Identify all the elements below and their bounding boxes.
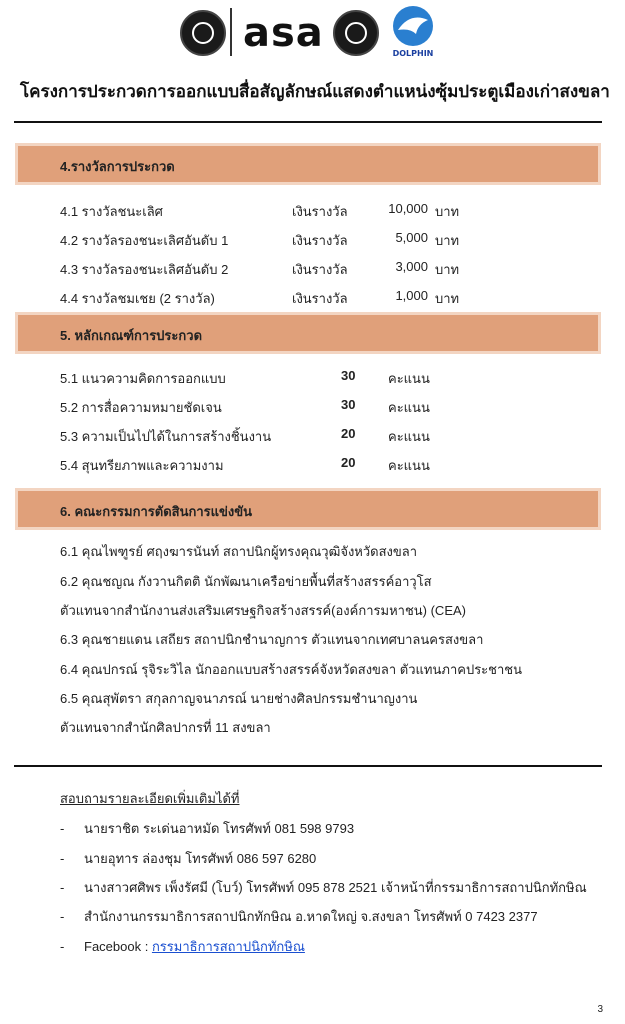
bullet-dash: - xyxy=(60,821,65,836)
bullet-dash: - xyxy=(60,851,65,866)
contact-text: นายราชิต ระเด่นอาหมัด โทรศัพท์ 081 598 9793 xyxy=(84,821,355,836)
criteria-label: 5.1 แนวความคิดการออกแบบ xyxy=(60,371,226,386)
contact-item xyxy=(60,848,316,869)
criteria-score: 20 xyxy=(341,455,356,470)
asa-logo: asa xyxy=(243,10,324,56)
document-title: โครงการประกวดการออกแบบสื่อสัญลักษณ์แสดงตำแหน่งซุ้มประตูเมืองเก่าสงขลา xyxy=(20,82,610,101)
facebook-label: Facebook : xyxy=(84,939,152,954)
criteria-unit: คะแนน xyxy=(388,458,430,473)
page-number: 3 xyxy=(597,1004,603,1015)
committee-line: 6.1 คุณไพฑูรย์ ศฤงฆารนันท์ สถาปนิกผู้ทรงคุณวุฒิจังหวัดสงขลา xyxy=(60,544,418,559)
contact-text: สำนักงานกรรมาธิการสถาปนิกทักษิณ อ.หาดใหญ่ จ.สงขลา โทรศัพท์ 0 7423 2377 xyxy=(84,909,538,924)
criteria-unit: คะแนน xyxy=(388,429,430,444)
prize-label: 4.4 รางวัลชมเชย (2 รางวัล) xyxy=(60,291,215,306)
section-6-heading: 6. คณะกรรมการตัดสินการแข่งขัน xyxy=(18,491,598,527)
dolphin-logo-text: DOLPHIN xyxy=(392,49,434,58)
criteria-score: 30 xyxy=(341,397,356,412)
contact-text: นายอุทาร ล่องชุม โทรศัพท์ 086 597 6280 xyxy=(84,851,317,866)
contact-item xyxy=(60,818,354,839)
committee-line: 6.3 คุณชายแดน เสถียร สถาปนิกชำนาญการ ตัวแทนจากเทศบาลนครสงขลา xyxy=(60,632,484,647)
committee-line: 6.5 คุณสุพัตรา สกุลกาญจนาภรณ์ นายช่างศิลปกรรมชำนาญงาน xyxy=(60,691,418,706)
criteria-unit: คะแนน xyxy=(388,371,430,386)
prize-amount: 3,000 xyxy=(395,259,428,274)
prize-amount: 5,000 xyxy=(395,230,428,245)
university-seal-logo xyxy=(180,10,226,56)
section-4-heading: 4.รางวัลการประกวด xyxy=(18,146,598,182)
section-5-heading: 5. หลักเกณฑ์การประกวด xyxy=(18,315,598,351)
contact-item-facebook xyxy=(60,936,305,957)
bullet-dash: - xyxy=(60,909,65,924)
criteria-unit: คะแนน xyxy=(388,400,430,415)
bullet-dash: - xyxy=(60,939,65,954)
prize-caption: เงินรางวัล xyxy=(292,233,348,248)
committee-line: 6.4 คุณปกรณ์ รุจิระวิไล นักออกแบบสร้างสรรค์จังหวัดสงขลา ตัวแทนภาคประชาชน xyxy=(60,662,523,677)
dolphin-logo xyxy=(388,4,438,62)
prize-label: 4.2 รางวัลรองชนะเลิศอันดับ 1 xyxy=(60,233,229,248)
prize-caption: เงินรางวัล xyxy=(292,204,348,219)
contact-item xyxy=(60,906,538,927)
prize-amount: 10,000 xyxy=(388,201,428,216)
prize-unit: บาท xyxy=(435,233,460,248)
committee-line: 6.2 คุณชญณ กังวานกิตติ นักพัฒนาเครือข่ายพื้นที่สร้างสรรค์อาวุโส xyxy=(60,574,432,589)
criteria-score: 30 xyxy=(341,368,356,383)
contact-divider xyxy=(14,765,602,767)
criteria-label: 5.2 การสื่อความหมายชัดเจน xyxy=(60,400,222,415)
association-seal-logo xyxy=(333,10,379,56)
prize-amount: 1,000 xyxy=(395,288,428,303)
prize-label: 4.3 รางวัลรองชนะเลิศอันดับ 2 xyxy=(60,262,229,277)
prize-caption: เงินรางวัล xyxy=(292,291,348,306)
prize-unit: บาท xyxy=(435,262,460,277)
criteria-label: 5.4 สุนทรียภาพและความงาม xyxy=(60,458,224,473)
prize-caption: เงินรางวัล xyxy=(292,262,348,277)
contact-text: นางสาวศศิพร เพ็งรัศมี (โบว์) โทรศัพท์ 095 878 2521 เจ้าหน้าที่กรรมาธิการสถาปนิกทักษิณ xyxy=(84,880,587,895)
logo-bar xyxy=(0,4,625,62)
title-divider xyxy=(14,121,602,123)
logo-divider xyxy=(230,8,232,56)
criteria-label: 5.3 ความเป็นไปได้ในการสร้างชิ้นงาน xyxy=(60,429,272,444)
prize-unit: บาท xyxy=(435,291,460,306)
contact-heading: สอบถามรายละเอียดเพิ่มเติมได้ที่ xyxy=(60,791,240,806)
facebook-link[interactable]: กรรมาธิการสถาปนิกทักษิณ xyxy=(151,939,305,954)
committee-line: ตัวแทนจากสำนักงานส่งเสริมเศรษฐกิจสร้างสรรค์(องค์การมหาชน) (CEA) xyxy=(60,603,466,618)
bullet-dash: - xyxy=(60,880,65,895)
prize-label: 4.1 รางวัลชนะเลิศ xyxy=(60,204,163,219)
criteria-score: 20 xyxy=(341,426,356,441)
contact-item xyxy=(60,877,587,898)
committee-line: ตัวแทนจากสำนักศิลปากรที่ 11 สงขลา xyxy=(60,720,271,735)
prize-unit: บาท xyxy=(435,204,460,219)
